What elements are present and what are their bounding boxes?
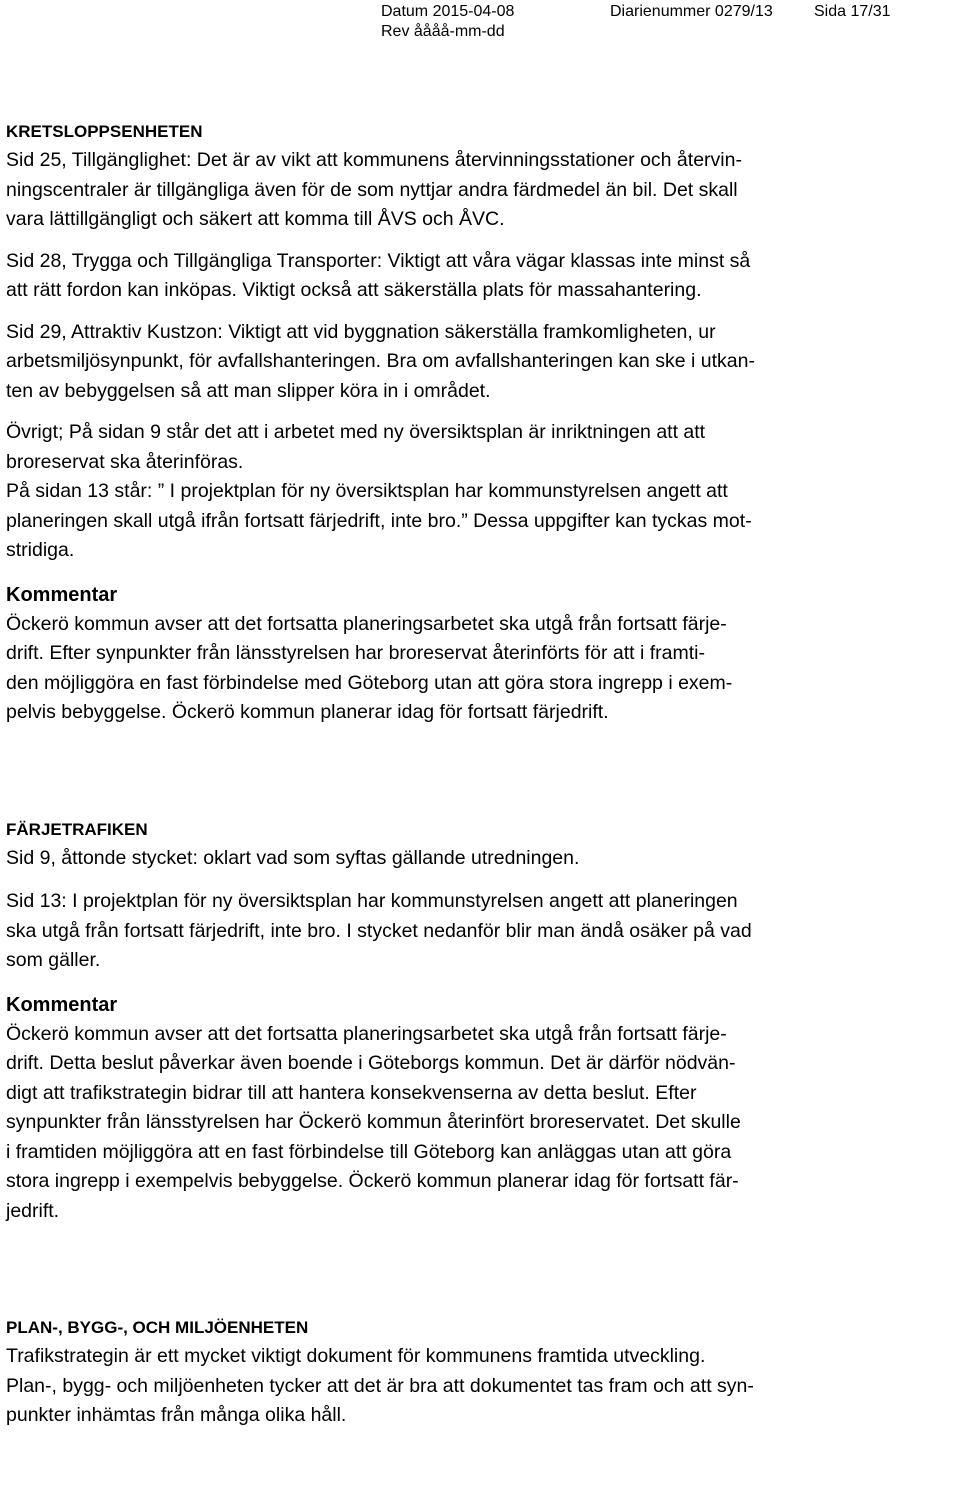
text-line: punkter inhämtas från många olika håll. xyxy=(6,1404,347,1426)
text-line: broreservat ska återinföras. xyxy=(6,450,244,473)
paragraph xyxy=(6,844,956,874)
text-line: Plan-, bygg- och miljöenheten tycker att det är bra att dokumentet tas fram och att syn- xyxy=(6,1374,754,1397)
text-line: synpunkter från länsstyrelsen har Öckerö kommun återinfört broreservatet. Det skulle xyxy=(6,1111,741,1133)
paragraph xyxy=(6,247,956,306)
text-line: Öckerö kommun avser att det fortsatta planeringsarbetet ska utgå från fortsatt färje- xyxy=(6,1022,727,1045)
paragraph xyxy=(6,1342,956,1431)
text-line: ten av bebyggelsen så att man slipper köra in i området. xyxy=(6,379,491,402)
text-line: ningscentraler är tillgängliga även för de som nyttjar andra färdmedel än bil. Det skall xyxy=(6,178,738,201)
section-heading-farjetrafiken: FÄRJETRAFIKEN xyxy=(6,819,148,839)
header-date: Datum 2015-04-08 xyxy=(381,3,515,20)
paragraph xyxy=(6,146,956,235)
text-line: Trafikstrategin är ett mycket viktigt dokument för kommunens framtida utveckling. xyxy=(6,1345,706,1367)
text-line: Sid 25, Tillgänglighet: Det är av vikt att kommunens återvinningsstationer och återvin- xyxy=(6,149,742,171)
text-line: den möjliggöra en fast förbindelse med Göteborg utan att göra stora ingrepp i exem- xyxy=(6,671,733,694)
kommentar-heading: Kommentar xyxy=(6,583,118,606)
text-line: digt att trafikstrategin bidrar till att hantera konsekvenserna av detta beslut. Efter xyxy=(6,1081,697,1104)
text-line: arbetsmiljösynpunkt, för avfallshanteringen. Bra om avfallshanteringen kan ske i utkan- xyxy=(6,350,755,372)
text-line: planeringen skall utgå ifrån fortsatt färjedrift, inte bro.” Dessa uppgifter kan tyckas mot- xyxy=(6,509,752,532)
header-page-number: Sida 17/31 xyxy=(814,3,891,20)
text-line: att rätt fordon kan inköpas. Viktigt också att säkerställa plats för massahantering. xyxy=(6,279,702,301)
text-line: Övrigt; På sidan 9 står det att i arbetet med ny översiktsplan är inriktningen att att xyxy=(6,421,706,443)
text-line: jedrift. xyxy=(6,1199,60,1222)
text-line: vara lättillgängligt och säkert att komma till ÅVS och ÅVC. xyxy=(6,208,505,230)
paragraph xyxy=(6,887,956,976)
text-line: Sid 28, Trygga och Tillgängliga Transporter: Viktigt att våra vägar klassas inte minst så xyxy=(6,249,751,272)
text-line: i framtiden möjliggöra att en fast förbindelse till Göteborg kan anläggas utan att göra xyxy=(6,1140,732,1163)
kommentar-paragraph xyxy=(6,610,956,728)
text-line: som gäller. xyxy=(6,949,101,971)
text-line: Sid 13: I projektplan för ny översiktsplan har kommunstyrelsen angett att planeringen xyxy=(6,890,738,912)
header-diarienummer: Diarienummer 0279/13 xyxy=(610,3,773,20)
text-line: Öckerö kommun avser att det fortsatta planeringsarbetet ska utgå från fortsatt färje- xyxy=(6,612,727,635)
kommentar-paragraph xyxy=(6,1020,956,1227)
document-body xyxy=(6,118,956,1431)
header-revision: Rev åååå-mm-dd xyxy=(381,23,505,40)
paragraph xyxy=(6,318,956,407)
kommentar-heading: Kommentar xyxy=(6,993,118,1016)
section-heading-plan: PLAN-, BYGG-, OCH MILJÖENHETEN xyxy=(6,1318,309,1337)
text-line: På sidan 13 står: ” I projektplan för ny översiktsplan har kommunstyrelsen angett att xyxy=(6,480,728,502)
text-line: ska utgå från fortsatt färjedrift, inte bro. I stycket nedanför blir man ändå osäker på vad xyxy=(6,919,752,942)
paragraph xyxy=(6,418,956,566)
text-line: Sid 29, Attraktiv Kustzon: Viktigt att vid byggnation säkerställa framkomligheten, ur xyxy=(6,320,716,343)
text-line: stora ingrepp i exempelvis bebyggelse. Öckerö kommun planerar idag för fortsatt fär- xyxy=(6,1170,739,1192)
text-line: drift. Efter synpunkter från länsstyrelsen har broreservat återinförts för att i framti- xyxy=(6,642,706,664)
text-line: Sid 9, åttonde stycket: oklart vad som syftas gällande utredningen. xyxy=(6,846,580,869)
text-line: stridiga. xyxy=(6,539,75,561)
text-line: drift. Detta beslut påverkar även boende i Göteborgs kommun. Det är därför nödvän- xyxy=(6,1052,736,1074)
text-line: pelvis bebyggelse. Öckerö kommun planerar idag för fortsatt färjedrift. xyxy=(6,701,609,723)
section-heading-kretslopp: KRETSLOPPSENHETEN xyxy=(6,122,203,141)
